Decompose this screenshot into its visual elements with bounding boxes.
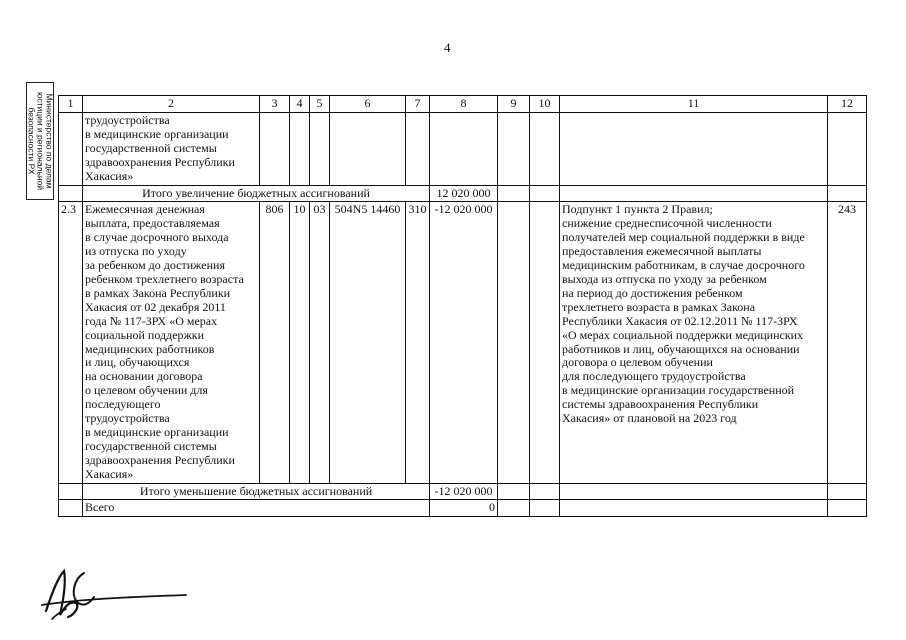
increase-total-label: Итого увеличение бюджетных ассигнований — [83, 185, 430, 202]
expense-type-code: 310 — [406, 202, 430, 483]
row-number: 2.3 — [59, 202, 83, 483]
amount-cell: -12 020 000 — [430, 202, 498, 483]
col-header: 4 — [290, 96, 310, 113]
increase-total-amount: 12 020 000 — [430, 185, 498, 202]
signature — [40, 565, 190, 625]
col-header: 12 — [828, 96, 867, 113]
col12-code: 243 — [828, 202, 867, 483]
col-header: 2 — [83, 96, 260, 113]
registration-stamp — [26, 82, 54, 200]
col-header: 1 — [59, 96, 83, 113]
grand-total-row — [59, 500, 867, 517]
ministry-code: 806 — [260, 202, 290, 483]
decrease-total-row — [59, 483, 867, 500]
col-header: 7 — [406, 96, 430, 113]
table-row-continued — [59, 113, 867, 186]
grand-total-label: Всего — [83, 500, 430, 517]
target-article-code: 504N5 14460 — [330, 202, 406, 483]
page-number: 4 — [444, 40, 451, 55]
col10-cell — [530, 202, 560, 483]
item-name: Ежемесячная денежная выплата, предоставляемая в случае досрочного выхода из отпуска по уходу за ребенком до достижения ребенком трехлетнего возраста в рамках Закона Республики Хакасия от 02 декабря 2011 года № 117-ЗРХ «О мерах социальной поддержки медицинских работников и лиц, обучающихся на основании договора о целевом обучении для последующего трудоустройства в медицинские организации государственной системы здравоохранения Республики Хакасия» — [83, 202, 260, 483]
column-number-row — [59, 96, 867, 113]
basis-text: Подпункт 1 пункта 2 Правил; снижение среднесписочной численности получателей мер социальной поддержки в виде предоставления ежемесячной выплаты медицинским работникам, в случае досрочного выхода из отпуска по уходу за ребенком на период до достижения ребенком трехлетнего возраста в рамках Закона Республики Хакасия от 02.12.2011 № 117-ЗРХ «О мерах социальной поддержки медицинских работников и лиц, обучающихся на основании договора о целевом обучении для последующего трудоустройства в медицинские организации государственной системы здравоохранения Республики Хакасия» от плановой на 2023 год — [560, 202, 828, 483]
budget-allocation-table — [58, 95, 867, 517]
col-header: 11 — [560, 96, 828, 113]
col-header: 5 — [310, 96, 330, 113]
col-header: 6 — [330, 96, 406, 113]
decrease-total-amount: -12 020 000 — [430, 483, 498, 500]
table-row-2-3 — [59, 202, 867, 483]
item-name: трудоустройства в медицинские организации государственной системы здравоохранения Республики Хакасия» — [83, 113, 260, 186]
grand-total-amount: 0 — [430, 500, 498, 517]
col-header: 3 — [260, 96, 290, 113]
decrease-total-label: Итого уменьшение бюджетных ассигнований — [83, 483, 430, 500]
stamp-text: Министерство по делам юстиции и региональной безопасности РХ — [26, 91, 55, 191]
col-header: 8 — [430, 96, 498, 113]
subsection-code: 03 — [310, 202, 330, 483]
col9-cell — [498, 202, 530, 483]
col-header: 10 — [530, 96, 560, 113]
col-header: 9 — [498, 96, 530, 113]
increase-total-row — [59, 185, 867, 202]
section-code: 10 — [290, 202, 310, 483]
